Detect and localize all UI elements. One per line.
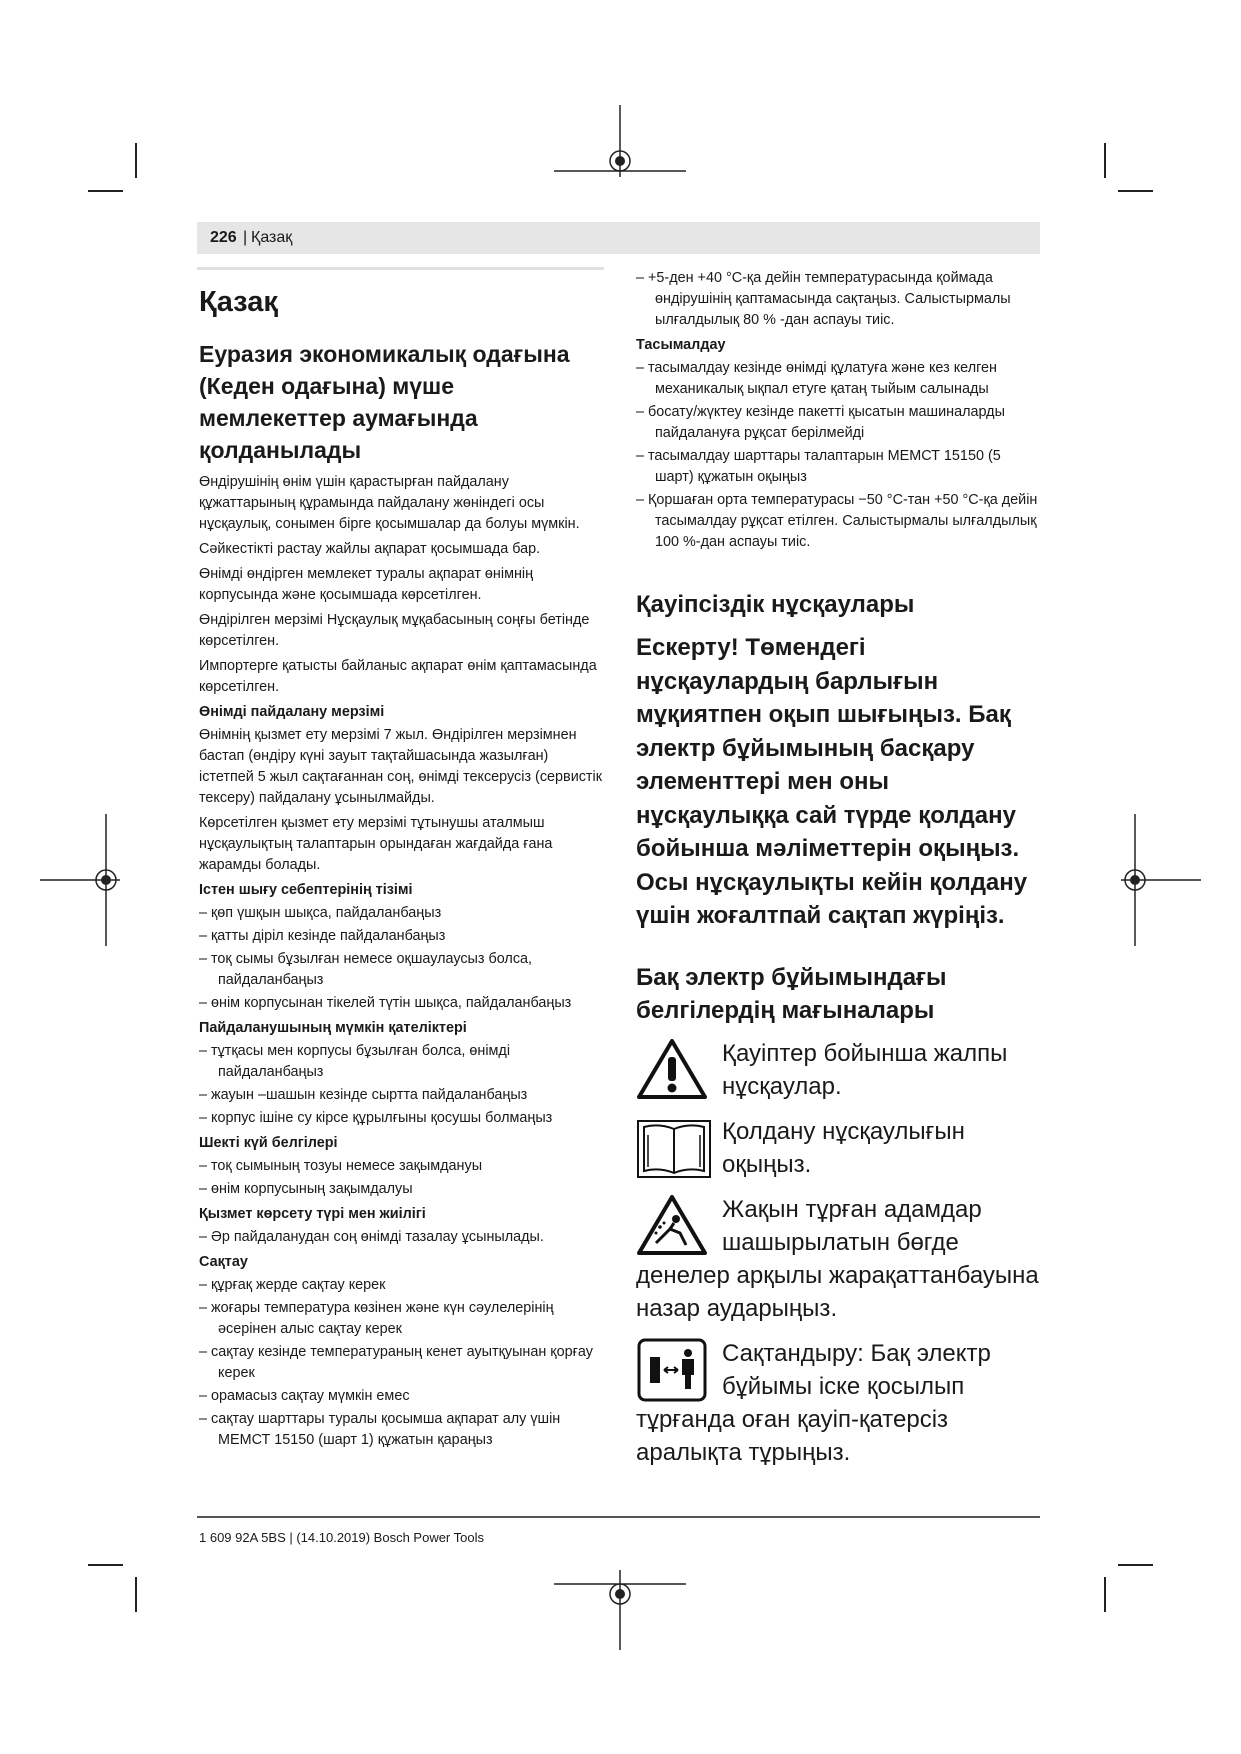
crop-mark [88, 190, 123, 192]
left-column [199, 280, 604, 1455]
warning-text: Ескерту! Төмендегі нұсқаулардың барлығын мұқиятпен оқып шығыңыз. Бақ электр бұйымының басқару элементтері мен оны нұсқаулыққа сай түрде қолдану бойынша мәліметтерін оқыңыз. Осы нұсқаулықты кейін қолдану үшін жоғалтпай сақтап жүріңіз. [636, 634, 1028, 929]
symbol-text: Қолдану нұсқаулығын оқыңыз. [722, 1117, 965, 1178]
safety-heading: Қауіпсіздік нұсқаулары [636, 591, 915, 618]
intro-paragraph: Сәйкестікті растау жайлы ақпарат қосымшада бар. [199, 541, 541, 557]
storage-heading: Сақтау [199, 1254, 248, 1270]
language-title: Қазақ [199, 286, 278, 318]
crop-mark [135, 1577, 137, 1612]
list-item: – Әр пайдаланудан соң өнімді тазалау ұсынылады. [199, 1229, 544, 1245]
symbol-text: Жақын тұрған адамдар шашырылатын бөгде денелер арқылы жарақаттанбауына назар аударыңыз. [636, 1195, 1039, 1322]
intro-paragraph: Өндірушінің өнім үшін қарастырған пайдалану құжаттарының құрамында пайдалану жөніндегі осы нұсқаулық, сонымен бірге қосымшалар да болуы мүмкін. [199, 474, 580, 532]
crop-mark [1118, 1564, 1153, 1566]
list-item: – Қоршаған орта температурасы −50 °C-тан +50 °C-қа дейін тасымалдау рұқсат етілген. Салыстырмалы ылғалдылық 100 %-дан аспауы тиіс. [636, 492, 1038, 550]
list-item: – тоқ сымының тозуы немесе зақымдануы [199, 1158, 483, 1174]
list-item: – қатты діріл кезінде пайдаланбаңыз [199, 928, 446, 944]
crop-mark [1104, 1577, 1106, 1612]
page-number: 226 [210, 229, 237, 246]
crop-mark [135, 143, 137, 178]
service-list [199, 1227, 604, 1248]
list-item: – өнім корпусынан тікелей түтін шықса, пайдаланбаңыз [199, 995, 572, 1011]
header-language: Қазақ [251, 229, 293, 246]
footer-text: 1 609 92A 5BS | (14.10.2019) Bosch Power Tools [199, 1530, 484, 1545]
flying-debris-icon [636, 1193, 714, 1259]
list-item: – +5-ден +40 °C-қа дейін температурасында қоймада өндірушінің қаптамасында сақтаңыз. Салыстырмалы ылғалдылық 80 % -дан аспауы тиіс. [636, 270, 1011, 328]
failure-causes-list [199, 903, 604, 1014]
manual-book-icon [636, 1115, 714, 1181]
storage-list-continued [636, 268, 1040, 331]
symbols-heading: Бақ электр бұйымындағы белгілердің мағыналары [636, 963, 947, 1024]
list-item: – корпус ішіне су кірсе құрылғыны қосушы болмаңыз [199, 1110, 553, 1126]
transport-list [636, 358, 1040, 553]
service-life-heading: Өнімді пайдалану мерзімі [199, 704, 385, 720]
crop-mark [1118, 190, 1153, 192]
symbol-entry [636, 1115, 1040, 1181]
registration-mark-right [1121, 814, 1201, 946]
transport-heading: Тасымалдау [636, 337, 726, 353]
user-errors-list [199, 1041, 604, 1129]
registration-mark-top [554, 105, 686, 185]
list-item: – босату/жүктеу кезінде пакетті қысатын машиналарды пайдалануға рұқсат берілмейді [636, 404, 1005, 441]
service-life-paragraph: Өнімнің қызмет ету мерзімі 7 жыл. Өндірілген мерзімнен бастап (өндіру күні зауыт тақтайшасында жазылған) істетпей 5 жыл сақтағаннан соң, өнімді тексерусіз (сервистік тексеру) пайдалану ұсынылмайды. [199, 727, 603, 806]
symbol-text: Сақтандыру: Бақ электр бұйымы іске қосылып тұрғанда оған қауіп-қатерсіз аралықта тұрыңыз. [636, 1339, 991, 1466]
footer-rule [197, 1516, 1040, 1518]
crop-mark [1104, 143, 1106, 178]
limit-states-heading: Шекті күй белгілері [199, 1135, 338, 1151]
list-item: – тоқ сымы бұзылған немесе оқшаулаусыз болса, пайдаланбаңыз [199, 951, 533, 988]
intro-paragraph: Өндірілген мерзімі Нұсқаулық мұқабасының соңғы бетінде көрсетілген. [199, 612, 590, 649]
eurasia-heading: Еуразия экономикалық одағына (Кеден одағына) мүше мемлекеттер аумағында қолданылады [199, 341, 570, 463]
limit-states-list [199, 1156, 604, 1200]
list-item: – өнім корпусының зақымдалуы [199, 1181, 413, 1197]
list-item: – сақтау шарттары туралы қосымша ақпарат алу үшін МЕМСТ 15150 (шарт 1) құжатын қараңыз [199, 1411, 561, 1448]
service-life-paragraph: Көрсетілген қызмет ету мерзімі тұтынушы аталмыш нұсқаулықтың талаптарын орындаған жағдайда ғана жарамды болады. [199, 815, 553, 873]
registration-mark-left [40, 814, 120, 946]
intro-paragraph: Импортерге қатысты байланыс ақпарат өнім қаптамасында көрсетілген. [199, 658, 597, 695]
service-heading: Қызмет көрсету түрі мен жиілігі [199, 1206, 426, 1222]
list-item: – тұтқасы мен корпусы бұзылған болса, өнімді пайдаланбаңыз [199, 1043, 511, 1080]
symbol-entry [636, 1337, 1040, 1469]
list-item: – жоғары температура көзінен және күн сәулелерінің әсерінен алыс сақтау керек [199, 1300, 554, 1337]
failure-causes-heading: Істен шығу себептерінің тізімі [199, 882, 413, 898]
registration-mark-bottom [554, 1570, 686, 1650]
storage-list [199, 1275, 604, 1451]
list-item: – қөп үшқын шықса, пайдаланбаңыз [199, 905, 442, 921]
right-column [636, 268, 1040, 1481]
page-header-bar [197, 222, 1040, 254]
list-item: – орамасыз сақтау мүмкін емес [199, 1388, 410, 1404]
symbol-entry [636, 1193, 1040, 1325]
symbol-text: Қауіптер бойынша жалпы нұсқаулар. [722, 1039, 1008, 1100]
list-item: – сақтау кезінде температураның кенет ауытқуынан қорғау керек [199, 1344, 593, 1381]
symbol-entry [636, 1037, 1040, 1103]
safe-distance-icon [636, 1337, 714, 1403]
list-item: – жауын –шашын кезінде сыртта пайдаланбаңыз [199, 1087, 528, 1103]
crop-mark [88, 1564, 123, 1566]
list-item: – тасымалдау кезінде өнімді құлатуға және кез келген механикалық ықпал етуге қатаң тыйым салынады [636, 360, 997, 397]
list-item: – құрғақ жерде сақтау керек [199, 1277, 386, 1293]
user-errors-heading: Пайдаланушының мүмкін қателіктері [199, 1020, 467, 1036]
warning-triangle-icon [636, 1037, 714, 1103]
column-rule [197, 267, 604, 270]
header-separator: | [243, 229, 248, 246]
list-item: – тасымалдау шарттары талаптарын МЕМСТ 15150 (5 шарт) құжатын оқыңыз [636, 448, 1001, 485]
intro-paragraph: Өнімді өндірген мемлекет туралы ақпарат өнімнің корпусында және қосымшада көрсетілген. [199, 566, 534, 603]
